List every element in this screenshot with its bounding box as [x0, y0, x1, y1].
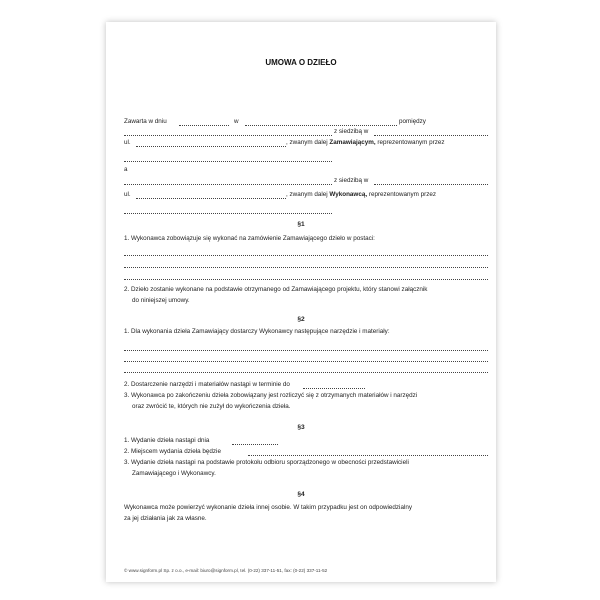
s3-date-field[interactable]: [232, 444, 278, 445]
party2-seat-field[interactable]: [374, 184, 488, 185]
zawarta-label: Zawarta w dniu: [124, 118, 167, 125]
party2-name-field[interactable]: [124, 184, 332, 185]
s2-line-2[interactable]: [124, 361, 488, 362]
party1-street-field[interactable]: [136, 146, 286, 147]
w-label: w: [234, 118, 239, 125]
pomiedzy-label: pomiędzy: [399, 118, 426, 125]
s2-line-1[interactable]: [124, 350, 488, 351]
s3-place-field[interactable]: [248, 455, 488, 456]
s3-point2: 2. Miejscem wydania dzieła będzie: [124, 448, 221, 455]
s4-line1: Wykonawca może powierzyć wykonanie dzieła innej osobie. W takim przypadku jest on odpowiedzialny: [124, 504, 412, 511]
ul1-label: ul.: [124, 139, 131, 146]
document-page: [106, 22, 496, 582]
s1-line-3[interactable]: [124, 279, 488, 280]
s1-line-2[interactable]: [124, 267, 488, 268]
party2-street-field[interactable]: [136, 198, 286, 199]
section1-heading: §1: [297, 221, 305, 228]
place-field[interactable]: [245, 125, 397, 126]
section2-heading: §2: [297, 316, 305, 323]
s2-point3b: oraz zwrócić te, których nie zużył do wykończenia dzieła.: [132, 403, 291, 410]
party1-seat-field[interactable]: [374, 135, 488, 136]
a-label: a: [124, 166, 128, 173]
siedziba1-label: z siedzibą w: [334, 128, 369, 135]
s1-point2a: 2. Dzieło zostanie wykonane na podstawie otrzymanego od Zamawiającego projektu, który stanowi załącznik: [124, 286, 428, 293]
s1-point2b: do niniejszej umowy.: [132, 297, 190, 304]
siedziba2-label: z siedzibą w: [334, 177, 369, 184]
party1-role-text: , zwanym dalej Zamawiającym, reprezentowanym przez: [286, 139, 445, 146]
s1-line-1[interactable]: [124, 255, 488, 256]
s2-point2: 2. Dostarczenie narzędzi i materiałów nastąpi w terminie do: [124, 381, 290, 388]
s3-point3b: Zamawiającego i Wykonawcy.: [132, 470, 216, 477]
party1-rep-field[interactable]: [124, 161, 332, 162]
party2-rep-field[interactable]: [124, 213, 332, 214]
party2-role-text: , zwanym dalej Wykonawcą, reprezentowanym przez: [286, 191, 437, 198]
s4-line2: za jej działania jak za własne.: [124, 515, 207, 522]
document-title: UMOWA O DZIEŁO: [265, 58, 337, 67]
footer-copyright: © www.signform.pl Sp. z o.o., e-mail: biuro@signform.pl, tel. (0-22) 337-11-51, fax: (0-22) 337-11-52: [124, 568, 328, 573]
s2-line-3[interactable]: [124, 372, 488, 373]
ul2-label: ul.: [124, 191, 131, 198]
date-field[interactable]: [179, 125, 229, 126]
section3-heading: §3: [297, 424, 305, 431]
section4-heading: §4: [297, 491, 305, 498]
s1-point1: 1. Wykonawca zobowiązuje się wykonać na zamówienie Zamawiającego dzieło w postaci:: [124, 235, 375, 242]
s2-deadline-field[interactable]: [303, 388, 365, 389]
s3-point3a: 3. Wydanie dzieła nastąpi na podstawie protokołu odbioru sporządzonego w obecności przedstawicieli: [124, 459, 409, 466]
party1-name-field[interactable]: [124, 135, 332, 136]
s3-point1: 1. Wydanie dzieła nastąpi dnia: [124, 437, 210, 444]
s2-point1: 1. Dla wykonania dzieła Zamawiający dostarczy Wykonawcy następujące narzędzie i materiały:: [124, 328, 390, 335]
s2-point3a: 3. Wykonawca po zakończeniu dzieła zobowiązany jest rozliczyć się z otrzymanych materiałów i narzędzi: [124, 392, 418, 399]
